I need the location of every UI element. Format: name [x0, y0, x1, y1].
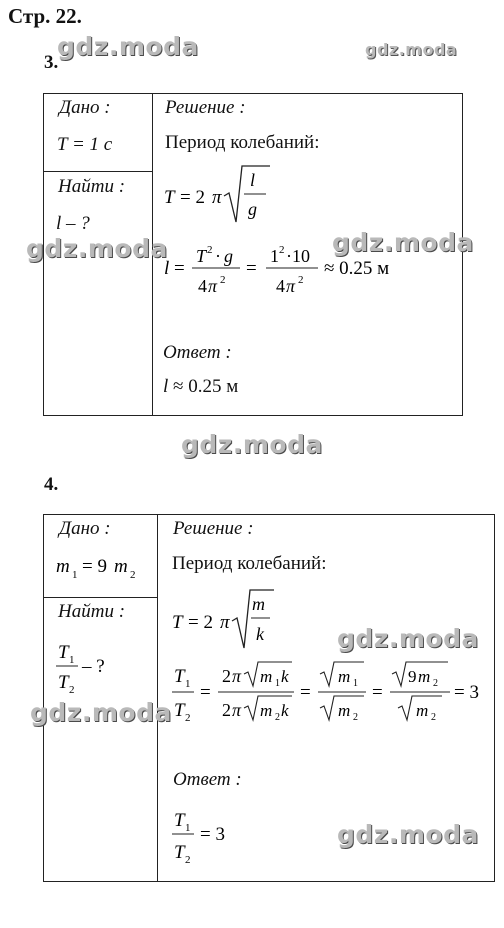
svg-text:l: l — [250, 170, 256, 190]
svg-text:T: T — [164, 187, 175, 208]
svg-text:T: T — [174, 700, 185, 721]
svg-text:m: m — [418, 667, 431, 686]
svg-text:2: 2 — [220, 274, 226, 286]
svg-text:≈ 0.25 м: ≈ 0.25 м — [324, 258, 390, 279]
svg-text:4: 4 — [276, 276, 285, 296]
svg-text:T: T — [174, 842, 185, 863]
svg-text:1: 1 — [185, 822, 191, 834]
svg-text:= 9: = 9 — [82, 556, 107, 577]
watermark: gdz.moda — [26, 234, 168, 263]
page-title: Стр. 22. — [8, 4, 82, 28]
watermark: gdz.moda — [337, 624, 479, 653]
svg-text:= 3: = 3 — [454, 682, 479, 703]
svg-text:1: 1 — [185, 678, 191, 690]
svg-text:1: 1 — [353, 678, 358, 689]
svg-text:π: π — [212, 187, 222, 208]
svg-text:T: T — [172, 612, 183, 633]
task-3-number: 3. — [44, 52, 59, 73]
task-4-given-divider — [43, 597, 158, 598]
svg-text:1: 1 — [275, 678, 280, 689]
task-4-find-value — [54, 636, 134, 700]
task-4-solution-label: Решение : — [173, 518, 254, 539]
task-4-given-value — [54, 550, 154, 584]
svg-text:2: 2 — [222, 700, 231, 720]
svg-text:T: T — [174, 810, 185, 831]
svg-text:1: 1 — [72, 569, 78, 581]
svg-text:m: m — [114, 556, 128, 577]
svg-text:2: 2 — [275, 712, 280, 723]
svg-text:=: = — [200, 682, 211, 703]
task-4-answer-label: Ответ : — [173, 769, 242, 790]
svg-text:·10: ·10 — [286, 246, 310, 266]
svg-text:π: π — [208, 276, 218, 296]
svg-text:T: T — [196, 246, 207, 266]
svg-text:k: k — [281, 667, 289, 686]
task-3-period-text: Период колебаний: — [165, 132, 320, 153]
task-3-given-label: Дано : — [59, 97, 111, 118]
task-4-number: 4. — [44, 474, 59, 495]
task-3-answer-label: Ответ : — [163, 342, 232, 363]
watermark: gdz.moda — [181, 430, 323, 459]
task-4-formula-2 — [168, 654, 488, 730]
svg-text:=: = — [372, 682, 383, 703]
svg-text:1: 1 — [270, 246, 279, 266]
svg-text:– ?: – ? — [82, 656, 105, 677]
svg-text:l: l — [164, 258, 170, 279]
svg-text:2: 2 — [130, 569, 136, 581]
svg-text:π: π — [220, 612, 230, 633]
svg-text:= 2: = 2 — [188, 612, 213, 633]
task-4-given-label: Дано : — [59, 518, 111, 539]
task-4-find-label: Найти : — [58, 601, 126, 622]
svg-text:2: 2 — [185, 712, 191, 724]
svg-text:2: 2 — [222, 666, 231, 686]
svg-text:2: 2 — [431, 712, 436, 723]
svg-text:= 3: = 3 — [200, 824, 225, 845]
svg-text:T: T — [58, 642, 69, 663]
svg-text:1: 1 — [69, 654, 75, 666]
svg-text:g: g — [248, 199, 257, 219]
svg-text:m: m — [416, 701, 429, 720]
svg-text:2: 2 — [353, 712, 358, 723]
watermark: gdz.moda — [365, 40, 458, 59]
svg-text:g: g — [224, 246, 233, 266]
svg-text:=: = — [300, 682, 311, 703]
svg-text:m: m — [338, 701, 351, 720]
svg-text:m: m — [260, 667, 273, 686]
svg-text:2: 2 — [298, 274, 304, 286]
svg-text:π: π — [232, 700, 242, 720]
watermark: gdz.moda — [30, 698, 172, 727]
svg-text:m: m — [260, 701, 273, 720]
task-3-formula-1 — [160, 160, 280, 232]
task-4-period-text: Период колебаний: — [172, 553, 327, 574]
task-3-answer-value: l ≈ 0.25 м — [163, 376, 239, 397]
svg-text:=: = — [246, 258, 257, 279]
svg-text:·: · — [215, 246, 221, 266]
svg-text:m: m — [338, 667, 351, 686]
task-3-solution-label: Решение : — [165, 97, 246, 118]
svg-text:2: 2 — [433, 678, 438, 689]
svg-text:T: T — [58, 672, 69, 693]
svg-text:T: T — [174, 666, 185, 687]
svg-text:=: = — [174, 258, 185, 279]
svg-text:π: π — [286, 276, 296, 296]
task-3-find-value: l – ? — [56, 213, 90, 234]
svg-text:m: m — [56, 556, 70, 577]
task-4-answer-value — [168, 802, 258, 868]
task-4-formula-1 — [168, 584, 288, 656]
svg-text:4: 4 — [198, 276, 207, 296]
svg-text:9: 9 — [408, 667, 417, 686]
svg-text:k: k — [256, 624, 264, 644]
watermark: gdz.moda — [332, 228, 474, 257]
svg-text:= 2: = 2 — [180, 187, 205, 208]
svg-text:2: 2 — [69, 684, 75, 696]
svg-text:2: 2 — [207, 244, 213, 256]
svg-text:2: 2 — [279, 244, 285, 256]
task-3-find-label: Найти : — [58, 176, 126, 197]
svg-text:m: m — [252, 594, 265, 614]
watermark: gdz.moda — [57, 32, 199, 61]
svg-text:π: π — [232, 666, 242, 686]
svg-text:k: k — [281, 701, 289, 720]
task-3-given-value: T = 1 с — [57, 134, 113, 155]
task-3-given-divider — [43, 171, 153, 172]
svg-text:2: 2 — [185, 854, 191, 866]
watermark: gdz.moda — [337, 820, 479, 849]
